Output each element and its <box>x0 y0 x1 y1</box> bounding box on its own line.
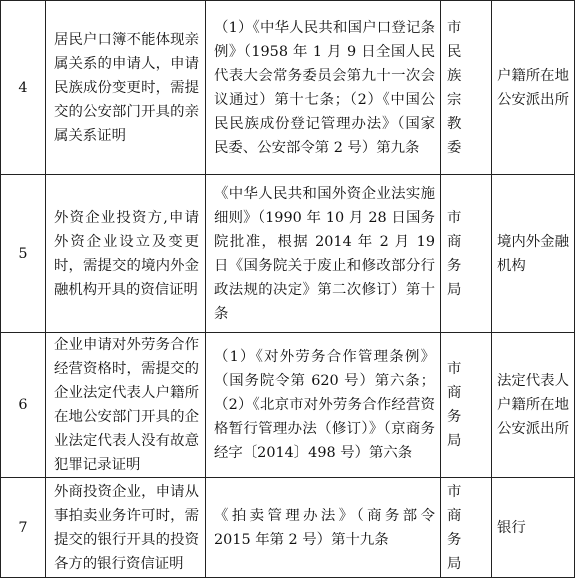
table-row <box>1 478 575 578</box>
issuing-authority: 境内外金融机构 <box>492 175 575 333</box>
legal-basis: 《拍卖管理办法》（商务部令 2015 年第 2 号）第十九条 <box>206 478 441 578</box>
issuing-authority: 银行 <box>492 478 575 578</box>
table-row <box>1 1 575 175</box>
certificate-item: 外资企业投资方,申请外资企业设立及变更时，需提交的境内外金融机构开具的资信证明 <box>46 175 206 333</box>
handling-department <box>441 478 492 578</box>
handling-department <box>441 175 492 333</box>
handling-department-text: 市商务局 <box>447 483 475 572</box>
handling-department <box>441 333 492 478</box>
issuing-authority: 法定代表人户籍所在地公安派出所 <box>492 333 575 478</box>
handling-department-text: 市商务局 <box>447 209 475 298</box>
certificate-item: 企业申请对外劳务合作经营资格时，需提交的企业法定代表人户籍所在地公安部门开具的企业法定代表人没有故意犯罪记录证明 <box>46 333 206 478</box>
handling-department-text: 市商务局 <box>447 361 475 449</box>
row-number: 7 <box>1 478 46 578</box>
table-row <box>1 175 575 333</box>
row-number: 6 <box>1 333 46 478</box>
row-number: 5 <box>1 175 46 333</box>
handling-department-text: 市民族宗教委 <box>447 19 475 156</box>
table-row <box>1 333 575 478</box>
row-number: 4 <box>1 1 46 175</box>
handling-department <box>441 1 492 175</box>
certificate-item: 居民户口簿不能体现亲属关系的申请人，申请民族成份变更时，需提交的公安部门开具的亲属关系证明 <box>46 1 206 175</box>
certificate-item: 外商投资企业，申请从事拍卖业务许可时，需提交的银行开具的投资各方的银行资信证明 <box>46 478 206 578</box>
legal-basis: 《中华人民共和国外资企业法实施细则》（1990 年 10 月 28 日国务院批准，根据 2014 年 2 月 19 日《国务院关于废止和修改部分行政法规的决定》第二次修订）第十条 <box>206 175 441 333</box>
legal-basis: （1）《中华人民共和国户口登记条例》（1958 年 1 月 9 日全国人民代表大会常务委员会第九十一次会议通过）第十七条；（2）《中国公民民族成份登记管理办法》（国家民委、公安部令第 2 号）第九条 <box>206 1 441 175</box>
issuing-authority: 户籍所在地公安派出所 <box>492 1 575 175</box>
legal-basis: （1）《对外劳务合作管理条例》（国务院令第 620 号）第六条；（2）《北京市对外劳务合作经营资格暂行管理办法（修订）》（京商务经字〔2014〕498 号）第六条 <box>206 333 441 478</box>
